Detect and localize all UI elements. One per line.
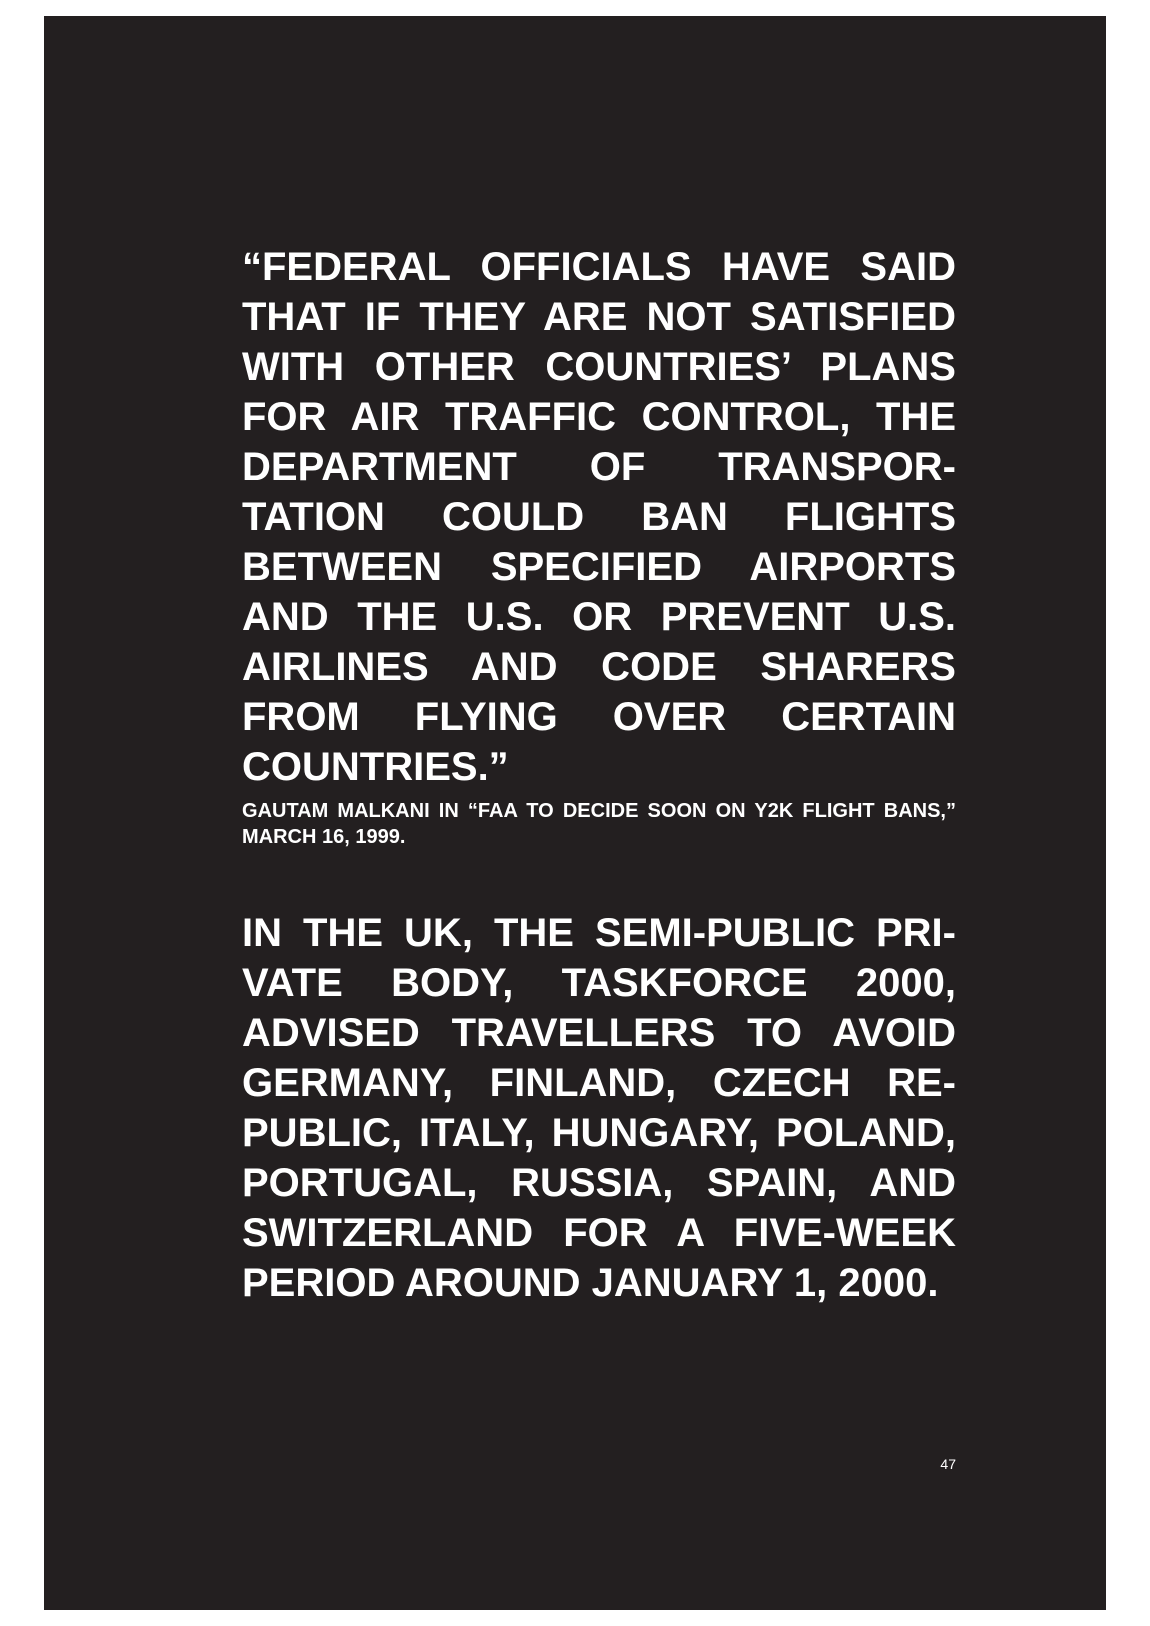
page-number: 47 [940,1456,956,1472]
quote-citation: GAUTAM MALKANI IN “FAA TO DECIDE SOON ON Y2K FLIGHT BANS,” MARCH 16, 1999. [242,800,956,848]
text-column [242,242,956,1308]
page [44,16,1106,1610]
pull-quote: “FEDERAL OFFICIALS HAVE SAID THAT IF THEY ARE NOT SATISFIED WITH OTHER COUNTRIES’ PLANS FOR AIR TRAFFIC CONTROL, THE DEPARTMENT OF TRANSPORTATION COULD BAN FLIGHTS BETWEEN SPECIFIED AIRPORTS AND THE U.S. OR PREVENT U.S. AIRLINES AND CODE SHARERS FROM FLYING OVER CERTAIN COUNTRIES.” [242,245,956,789]
body-paragraph: IN THE UK, THE SEMI-PUBLIC PRIVATE BODY, TASKFORCE 2000, ADVISED TRAVELLERS TO AVOID GERMANY, FINLAND, CZECH REPUBLIC, ITALY, HUNGARY, POLAND, PORTUGAL, RUSSIA, SPAIN, AND SWITZERLAND FOR A FIVE-WEEK PERIOD AROUND JANUARY 1, 2000. [242,911,956,1305]
